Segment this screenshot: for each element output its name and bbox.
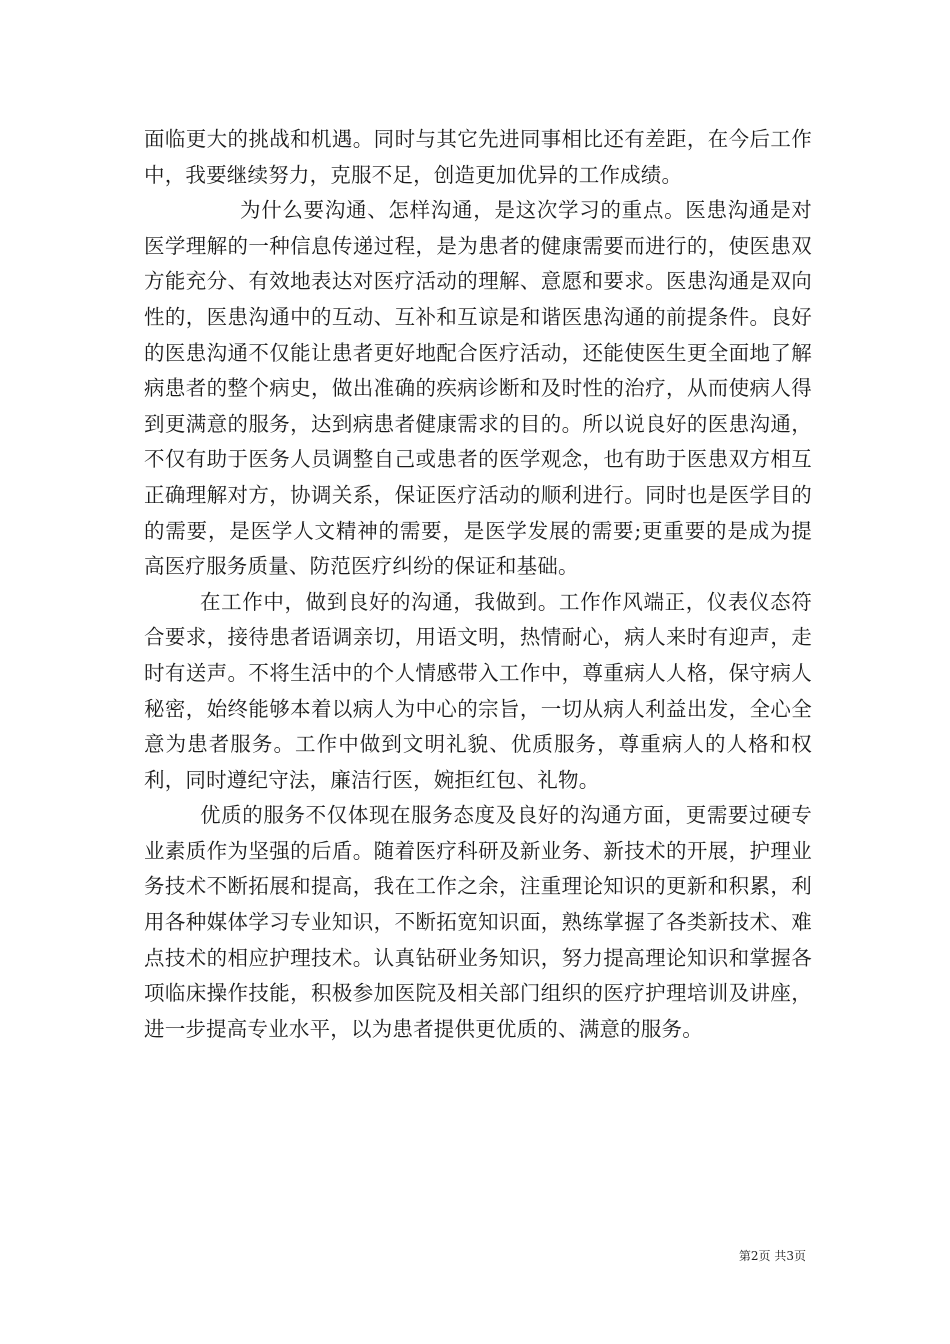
paragraph-1: 面临更大的挑战和机遇。同时与其它先进同事相比还有差距，在今后工作中，我要继续努力，克服不足，创造更加优异的工作成绩。 [144, 127, 812, 187]
paragraph-4: 优质的服务不仅体现在服务态度及良好的沟通方面，更需要过硬专业素质作为坚强的后盾。随着医疗科研及新业务、新技术的开展，护理业务技术不断拓展和提高，我在工作之余，注重理论知识的更新和积累，利用各种媒体学习专业知识，不断拓宽知识面，熟练掌握了各类新技术、难点技术的相应护理技术。认真钻研业务知识，努力提高理论知识和掌握各项临床操作技能，积极参加医院及相关部门组织的医疗护理培训及讲座，进一步提高专业水平，以为患者提供更优质的、满意的服务。 [144, 803, 812, 1041]
paragraph-3: 在工作中，做到良好的沟通，我做到。工作作风端正，仪表仪态符合要求，接待患者语调亲切，用语文明，热情耐心，病人来时有迎声，走时有送声。不将生活中的个人情感带入工作中，尊重病人人格，保守病人秘密，始终能够本着以病人为中心的宗旨，一切从病人利益出发，全心全意为患者服务。工作中做到文明礼貌、优质服务，尊重病人的人格和权利，同时遵纪守法，廉洁行医，婉拒红包、礼物。 [144, 589, 812, 792]
page-number-footer: 第2页 共3页 [738, 1249, 806, 1263]
paragraph-2: 为什么要沟通、怎样沟通，是这次学习的重点。医患沟通是对医学理解的一种信息传递过程，是为患者的健康需要而进行的，使医患双方能充分、有效地表达对医疗活动的理解、意愿和要求。医患沟通是双向性的，医患沟通中的互动、互补和互谅是和谐医患沟通的前提条件。良好的医患沟通不仅能让患者更好地配合医疗活动，还能使医生更全面地了解病患者的整个病史，做出准确的疾病诊断和及时性的治疗，从而使病人得到更满意的服务，达到病患者健康需求的目的。所以说良好的医患沟通，不仅有助于医务人员调整自己或患者的医学观念，也有助于医患双方相互正确理解对方，协调关系，保证医疗活动的顺利进行。同时也是医学目的的需要，是医学人文精神的需要，是医学发展的需要;更重要的是成为提高医疗服务质量、防范医疗纠纷的保证和基础。 [144, 198, 812, 579]
document-body [144, 122, 812, 1047]
